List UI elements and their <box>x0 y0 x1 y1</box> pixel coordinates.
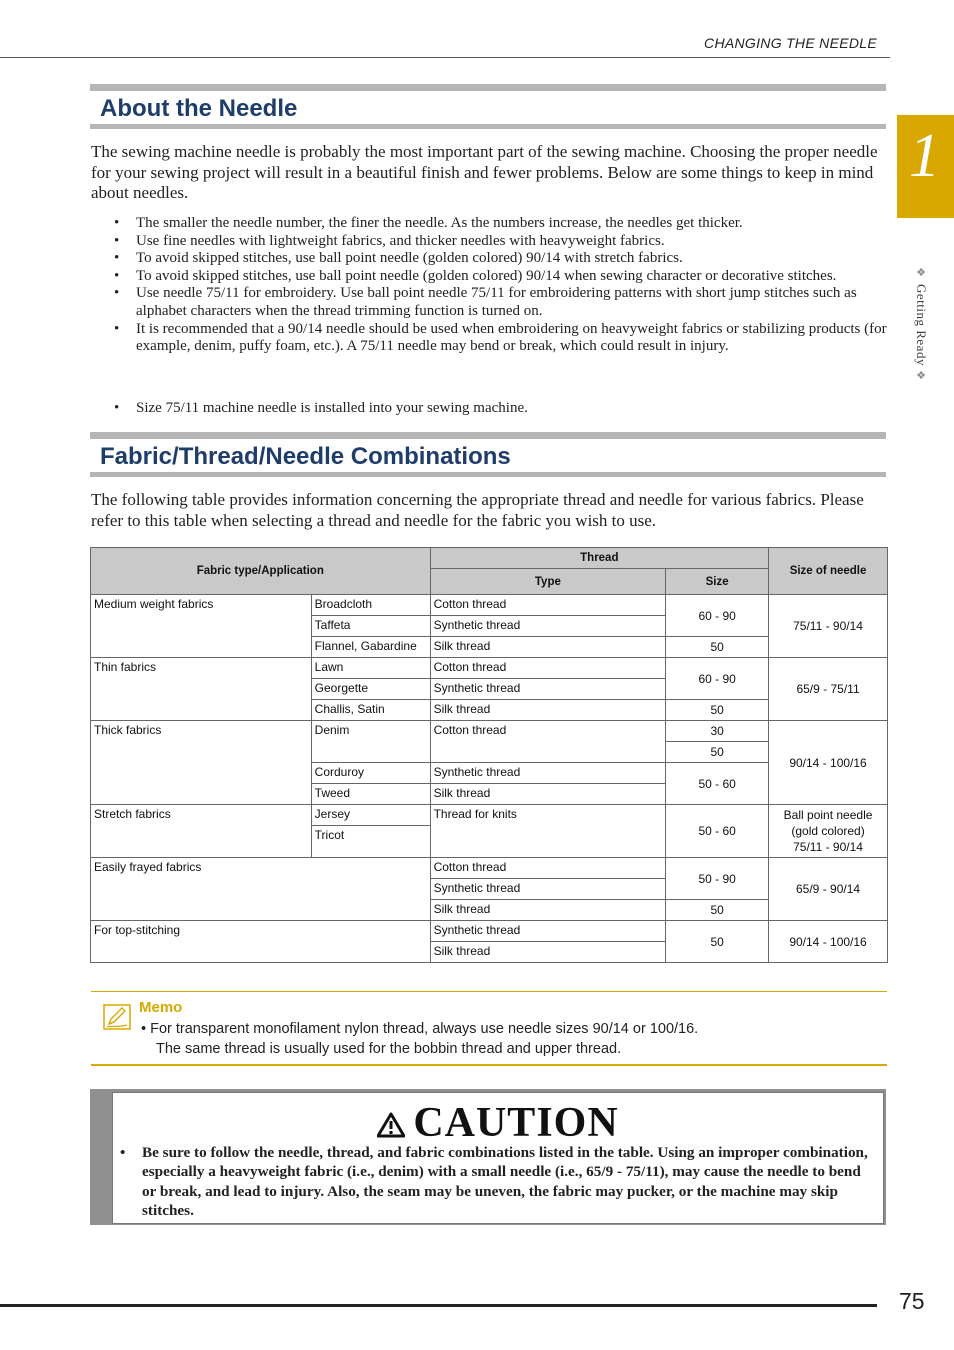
memo-pencil-icon <box>103 1004 131 1030</box>
fabric-name: Challis, Satin <box>311 700 430 721</box>
heading-bar <box>90 84 886 91</box>
fabric-name: Jersey <box>311 805 430 826</box>
thread-type: Silk thread <box>430 784 666 805</box>
heading-bar <box>90 472 886 477</box>
list-item <box>91 285 887 320</box>
thread-size: 60 - 90 <box>666 658 769 700</box>
table-row <box>91 595 888 616</box>
needle-line: Ball point needle <box>783 808 873 822</box>
chapter-tab <box>897 115 954 218</box>
fabric-group: Thick fabrics <box>91 721 312 805</box>
footer-rule <box>0 1304 877 1307</box>
needle-size: 75/11 - 90/14 <box>769 595 888 658</box>
memo-box <box>91 991 887 1066</box>
fabric-name: Corduroy <box>311 763 430 784</box>
section-title: Fabric/Thread/Needle Combinations <box>100 443 511 470</box>
list-item-text: Use needle 75/11 for embroidery. Use ball point needle 75/11 for embroidering patterns with short jump stitches such as alphabet characters when the thread trimming function is turned on. <box>136 285 857 319</box>
thread-size: 50 <box>666 921 769 963</box>
caution-paragraph: Be sure to follow the needle, thread, and fabric combinations listed in the table. Using an improper combination, especially a heavyweight fabric (i.e., denim) with a small needle (i.e., 65/9 - 75/11), may cause the needle to bend or break, and lead to injury. Also, the seam may be uneven, the fabric may pucker, or the machine may skip stitches. <box>142 1144 868 1219</box>
caution-box <box>90 1089 886 1225</box>
list-item <box>91 268 887 286</box>
fabric-name: Broadcloth <box>311 595 430 616</box>
header-type: Type <box>430 569 666 595</box>
list-item-text: Size 75/11 machine needle is installed into your sewing machine. <box>136 400 528 416</box>
header-size: Size <box>666 569 769 595</box>
table-row <box>91 858 888 879</box>
thread-type: Synthetic thread <box>430 616 666 637</box>
running-header: CHANGING THE NEEDLE <box>704 35 877 51</box>
needle-size <box>769 805 888 858</box>
thread-size: 50 <box>666 700 769 721</box>
caution-title <box>113 1101 883 1145</box>
list-item-text: Use fine needles with lightweight fabrics, and thicker needles with heavyweight fabrics. <box>136 232 665 249</box>
thread-size: 60 - 90 <box>666 595 769 637</box>
ornament-icon: ❖ <box>914 369 927 383</box>
fabric-group: Thin fabrics <box>91 658 312 721</box>
needle-line: 75/11 - 90/14 <box>793 840 863 854</box>
thread-size: 50 - 90 <box>666 858 769 900</box>
memo-text <box>141 1020 698 1059</box>
fabric-name: Taffeta <box>311 616 430 637</box>
needle-tips-list <box>91 215 887 356</box>
thread-type: Cotton thread <box>430 658 666 679</box>
thread-type: Thread for knits <box>430 805 666 858</box>
thread-type: Cotton thread <box>430 595 666 616</box>
fabric-name: Denim <box>311 721 430 763</box>
table-row <box>91 921 888 942</box>
thread-type: Cotton thread <box>430 721 666 763</box>
memo-line: The same thread is usually used for the bobbin thread and upper thread. <box>156 1040 622 1057</box>
bullet-icon: • <box>114 267 120 284</box>
list-item <box>91 321 887 356</box>
thread-type: Cotton thread <box>430 858 666 879</box>
thread-size: 50 <box>666 742 769 763</box>
installed-needle-note <box>91 400 887 418</box>
memo-line: • For transparent monofilament nylon thread, always use needle sizes 90/14 or 100/16. <box>141 1021 699 1037</box>
section-heading-about-needle <box>90 84 886 129</box>
section-heading-combinations <box>90 432 886 477</box>
header-fabric: Fabric type/Application <box>91 548 431 595</box>
thread-type: Synthetic thread <box>430 679 666 700</box>
thread-size: 50 - 60 <box>666 805 769 858</box>
needle-size: 90/14 - 100/16 <box>769 921 888 963</box>
caution-text <box>120 1143 869 1220</box>
fabric-name: Lawn <box>311 658 430 679</box>
bullet-icon: • <box>114 250 120 267</box>
list-item-text: The smaller the needle number, the finer the needle. As the numbers increase, the needles get thicker. <box>136 215 743 231</box>
fabric-name: Georgette <box>311 679 430 700</box>
side-label-text: Getting Ready <box>914 283 929 366</box>
thread-size: 50 - 60 <box>666 763 769 805</box>
needle-line: (gold colored) <box>791 824 865 838</box>
thread-type: Synthetic thread <box>430 921 666 942</box>
thread-size: 30 <box>666 721 769 742</box>
list-item <box>91 250 887 268</box>
thread-type: Silk thread <box>430 637 666 658</box>
ornament-icon: ❖ <box>914 266 927 280</box>
heading-bar <box>90 432 886 439</box>
thread-type: Synthetic thread <box>430 879 666 900</box>
bullet-icon: • <box>114 215 120 231</box>
fabric-group: Easily frayed fabrics <box>91 858 431 921</box>
header-rule <box>0 57 890 58</box>
fabric-group: For top-stitching <box>91 921 431 963</box>
page-number: 75 <box>899 1288 925 1314</box>
table-header-row <box>91 548 888 569</box>
needle-size: 65/9 - 90/14 <box>769 858 888 921</box>
warning-triangle-icon <box>377 1112 405 1138</box>
thread-size: 50 <box>666 637 769 658</box>
thread-type: Silk thread <box>430 700 666 721</box>
header-needle: Size of needle <box>769 548 888 595</box>
fabric-name: Tricot <box>311 826 430 858</box>
thread-type: Silk thread <box>430 942 666 963</box>
header-thread: Thread <box>430 548 769 569</box>
heading-bar <box>90 124 886 129</box>
list-item <box>91 215 887 233</box>
table-row <box>91 721 888 742</box>
caution-panel <box>112 1092 884 1224</box>
caution-title-text: CAUTION <box>413 1100 619 1146</box>
needle-size: 90/14 - 100/16 <box>769 721 888 805</box>
fabric-name: Flannel, Gabardine <box>311 637 430 658</box>
list-item <box>91 400 887 418</box>
bullet-icon: • <box>114 320 120 337</box>
fabric-name: Tweed <box>311 784 430 805</box>
thread-size: 50 <box>666 900 769 921</box>
list-item-text: It is recommended that a 90/14 needle should be used when embroidering on heavyweight fabrics or stabilizing products (for example, denim, puffy foam, etc.). A 75/11 needle may bend or break, which could result in injury. <box>136 320 887 355</box>
about-needle-intro: The sewing machine needle is probably the most important part of the sewing machine. Choosing the proper needle for your sewing project will result in a beautiful finish and fewer problems. Below are some things to keep in mind about needles. <box>91 142 878 202</box>
thread-type: Synthetic thread <box>430 763 666 784</box>
list-item-text: To avoid skipped stitches, use ball point needle (golden colored) 90/14 with stretch fabrics. <box>136 250 683 267</box>
table-row <box>91 805 888 826</box>
memo-title: Memo <box>139 999 183 1016</box>
bullet-icon: • <box>114 400 120 416</box>
fabric-group: Medium weight fabrics <box>91 595 312 658</box>
thread-type: Silk thread <box>430 900 666 921</box>
list-item-text: To avoid skipped stitches, use ball point needle (golden colored) 90/14 when sewing character or decorative stitches. <box>136 267 837 284</box>
bullet-icon: • <box>114 232 120 249</box>
chapter-number: 1 <box>909 122 940 190</box>
combination-table <box>90 547 888 963</box>
chapter-side-label <box>909 242 933 407</box>
bullet-icon: • <box>114 285 120 302</box>
list-item <box>91 233 887 251</box>
table-row <box>91 658 888 679</box>
bullet-icon: • <box>120 1144 126 1161</box>
section-title: About the Needle <box>100 95 298 122</box>
needle-size: 65/9 - 75/11 <box>769 658 888 721</box>
fabric-group: Stretch fabrics <box>91 805 312 858</box>
combinations-intro: The following table provides information concerning the appropriate thread and needle for various fabrics. Please refer to this table when selecting a thread and needle for the fabric you wish to use. <box>91 490 864 530</box>
